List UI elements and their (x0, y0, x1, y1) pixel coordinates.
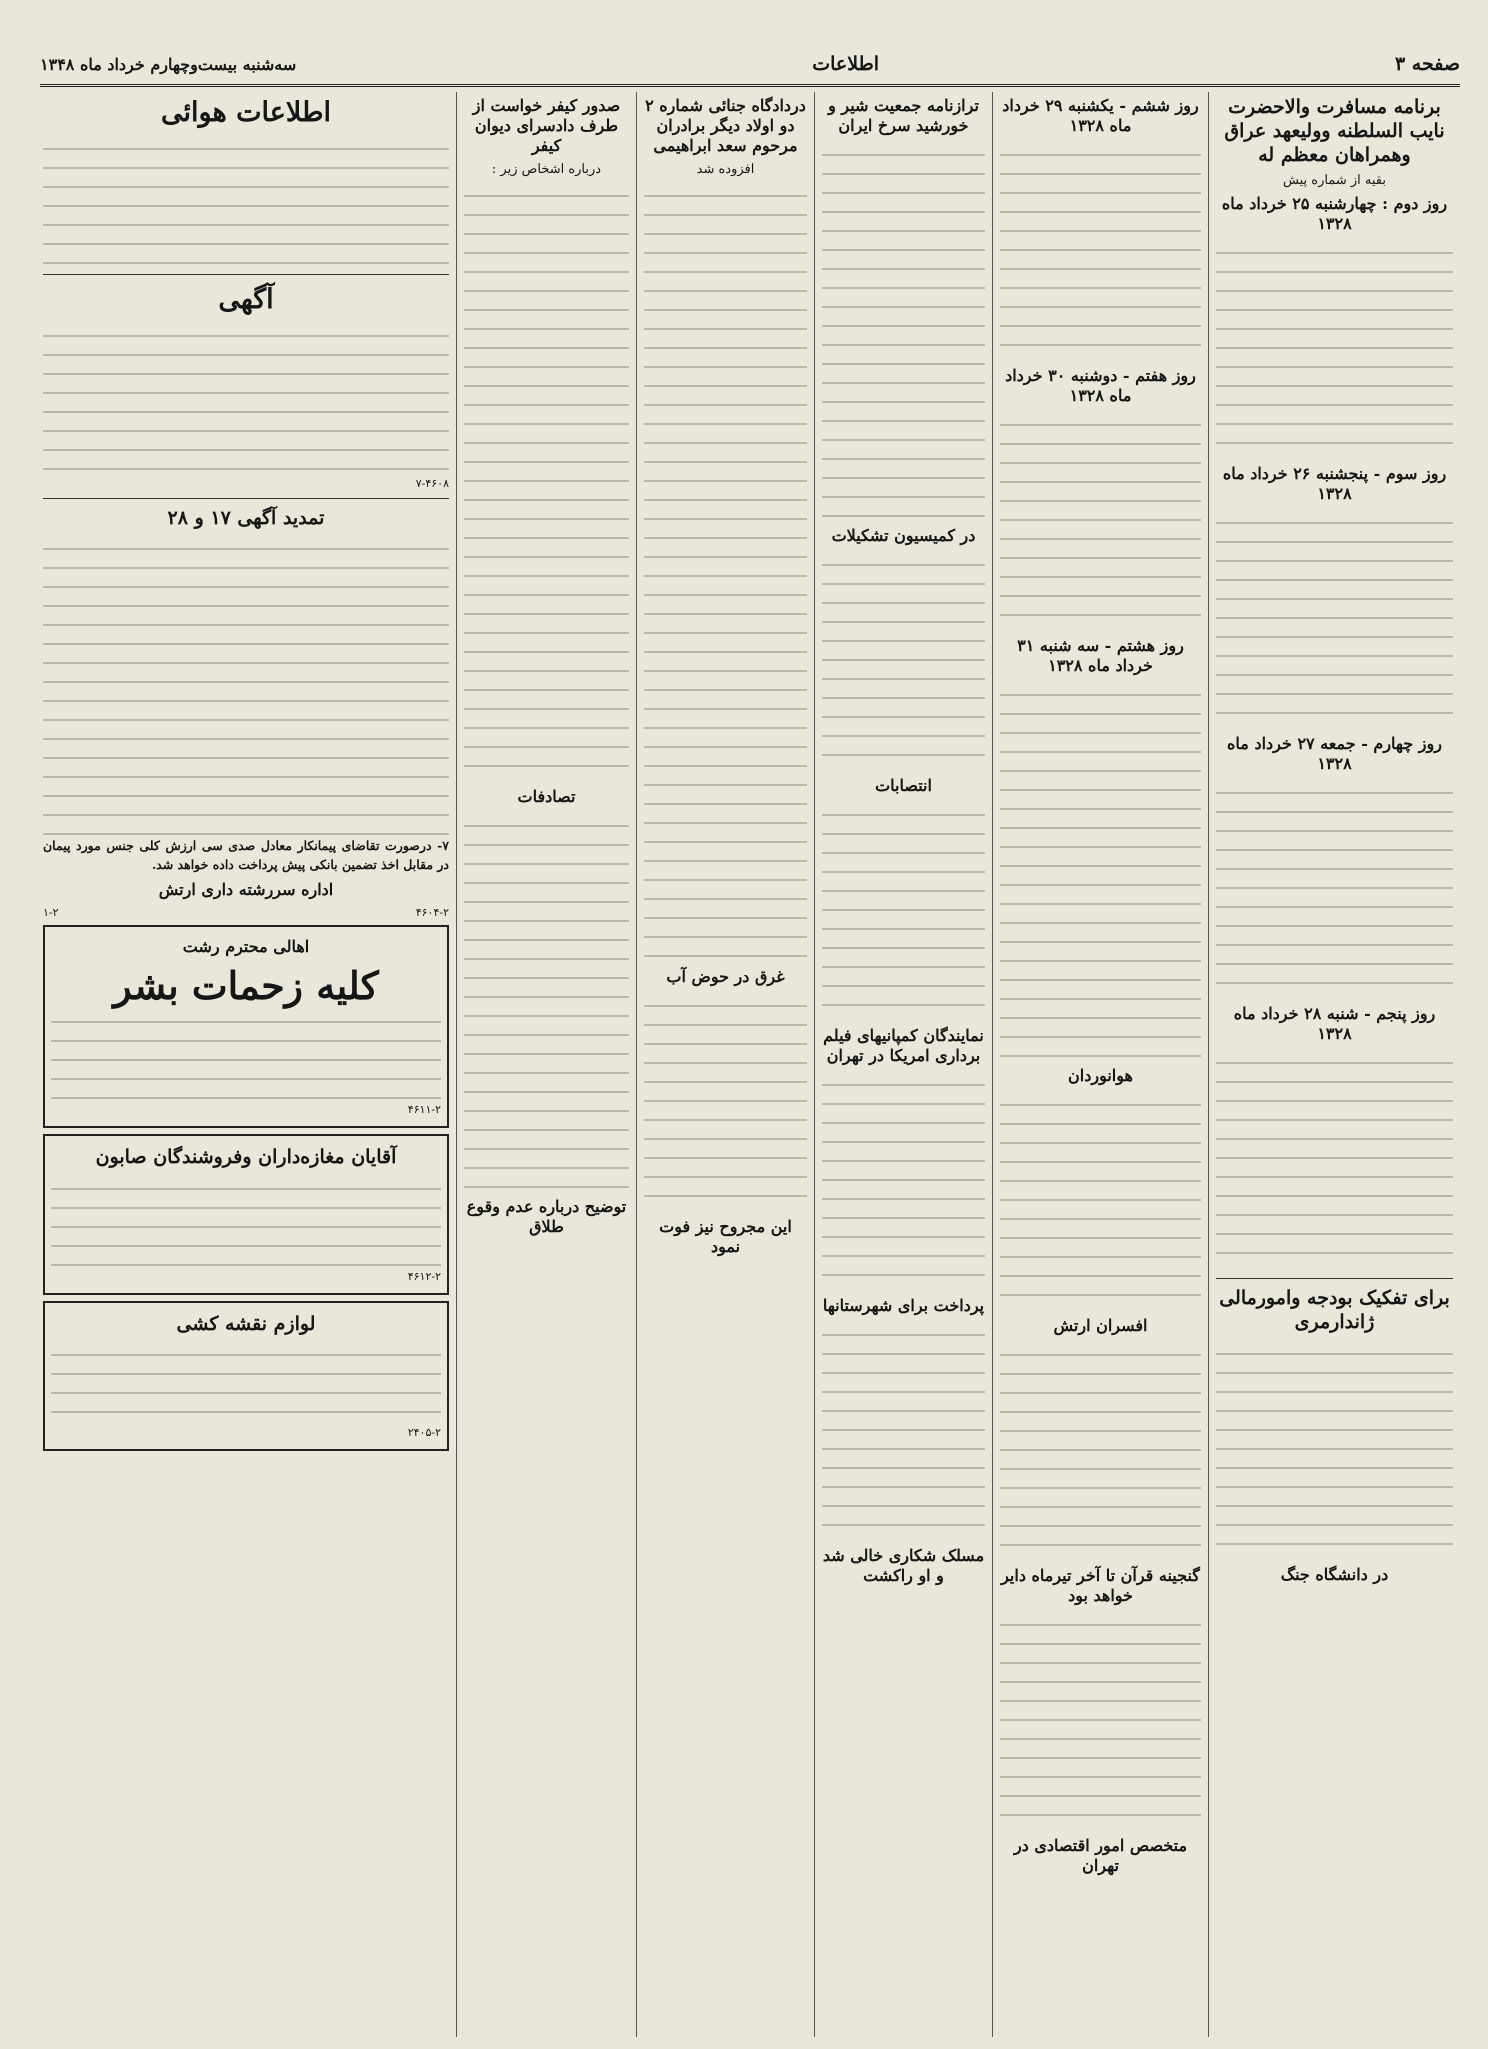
masthead (40, 44, 1460, 87)
column-4 (636, 92, 814, 2037)
red-lion-headline: ترازنامه جمعیت شیر و خورشید سرخ ایران (828, 96, 979, 135)
court-headline: دردادگاه جنائی شماره ۲ دو اولاد دیگر برادران مرحوم سعد ابراهیمی (645, 96, 806, 155)
divider (1216, 1278, 1453, 1279)
column-2 (992, 92, 1208, 2037)
article-text-block (1216, 1341, 1453, 1561)
article-text-block (43, 136, 449, 266)
drafting-tools-ad (43, 1301, 449, 1452)
article-text-block (1000, 142, 1201, 362)
travel-headline: برنامه مسافرت والاحضرت نایب السلطنه وولیعهد عراق وهمراهان معظم له (1224, 96, 1445, 166)
extension-code-row (43, 906, 449, 919)
article-text-block (51, 1176, 441, 1266)
column-3 (814, 92, 992, 2037)
army-officers-section: افسران ارتش (1053, 1316, 1148, 1335)
article-text-block (822, 802, 985, 1022)
article-text-block (1000, 1612, 1201, 1832)
divider (43, 274, 449, 275)
accidents-subhead: تصادفات (517, 787, 576, 806)
soap-ad (43, 1134, 449, 1295)
quran-treasury-title: گنجینه قرآن تا آخر تیرماه دایر خواهد بود (1001, 1566, 1200, 1605)
rasht-big-headline: کلیه زحمات بشر (113, 963, 379, 1009)
extension-footer: ۷- درصورت تقاضای پیمانکار معادل صدی سی ارزش کلی جنس مورد پیمان در مقابل اخذ تضمین بانکی پیش پرداخت داده خواهد شد. (43, 838, 449, 873)
rasht-code-row (51, 1103, 441, 1116)
page-number: صفحه ۳ (1394, 53, 1460, 75)
provinces-payment-subhead: پرداخت برای شهرستانها (822, 1296, 985, 1315)
day3-title: روز سوم - پنجشنبه ۲۶ خرداد ماه ۱۳۲۸ (1222, 464, 1447, 504)
article-text-block (464, 183, 629, 783)
article-text-block (1216, 240, 1453, 460)
day5-title: روز پنجم - شنبه ۲۸ خرداد ماه ۱۳۲۸ (1233, 1004, 1436, 1044)
article-text-block (1000, 1342, 1201, 1562)
column-6 (36, 92, 456, 2037)
aviators-section: هوانوردان (1068, 1066, 1133, 1085)
soap-code: ۴۶۱۲-۲ (407, 1269, 441, 1283)
indictment-headline: صدور کیفر خواست از طرف دادسرای دیوان کیفر (472, 96, 621, 155)
extension-code: ۴۶۰۴-۲ (415, 906, 449, 920)
rasht-heading: اهالی محترم رشت (182, 937, 310, 957)
article-text-block (822, 552, 985, 772)
notice-code-row (43, 477, 449, 490)
gendarmerie-box-title: برای تفکیک بودجه وامورمالی ژاندارمری (1219, 1287, 1450, 1333)
article-text-block (43, 323, 449, 473)
article-text-block (822, 142, 985, 522)
column-1 (1208, 92, 1460, 2037)
column-5 (456, 92, 636, 2037)
day4-title: روز چهارم - جمعه ۲۷ خرداد ماه ۱۳۲۸ (1227, 734, 1442, 774)
map-heading: لوازم نقشه کشی (176, 1312, 316, 1335)
article-text-block (1000, 1092, 1201, 1312)
commission-subhead: در کمیسیون تشکیلات (831, 526, 976, 545)
notice-title: آگهی (218, 283, 274, 315)
article-text-block (51, 1009, 441, 1099)
extension-number: ۱-۲ (43, 906, 59, 920)
article-text-block (464, 813, 629, 1193)
court-subheading: افزوده شد (696, 162, 755, 177)
war-university-title: در دانشگاه جنگ (1280, 1564, 1389, 1584)
article-text-block (51, 1342, 441, 1422)
soap-code-row (51, 1270, 441, 1283)
appointments-subhead: انتصابات (875, 776, 932, 795)
rasht-code: ۴۶۱۱-۲ (407, 1102, 441, 1116)
day2-title: روز دوم : چهارشنبه ۲۵ خرداد ماه ۱۳۲۸ (1221, 194, 1448, 234)
rasht-ad (43, 925, 449, 1128)
article-text-block (43, 536, 449, 836)
newspaper-title: اطلاعات (812, 53, 880, 75)
extension-org: اداره سررشته داری ارتش (158, 880, 334, 900)
drowning-subhead: غرق در حوض آب (666, 967, 785, 986)
day8-title: روز هشتم - سه شنبه ۳۱ خرداد ماه ۱۳۲۸ (1017, 636, 1184, 675)
weather-headline: اطلاعات هوائی (161, 97, 331, 128)
article-text-block (822, 1322, 985, 1542)
divorce-clarification-subhead: توضیح درباره عدم وقوع طلاق (466, 1197, 627, 1236)
divider (43, 498, 449, 499)
article-text-block (1216, 1050, 1453, 1270)
article-text-block (822, 1072, 985, 1292)
article-text-block (1216, 510, 1453, 730)
article-text-block (1000, 682, 1201, 1062)
issue-date: سه‌شنبه بیست‌وچهارم خرداد ماه ۱۳۴۸ (40, 54, 297, 74)
article-text-block (644, 993, 807, 1213)
day6-title: روز ششم - یکشنبه ۲۹ خرداد ماه ۱۳۲۸ (1002, 96, 1199, 135)
map-code: ۲۴۰۵-۲ (407, 1426, 441, 1440)
article-text-block (1000, 412, 1201, 632)
continued-note: بقیه از شماره پیش (1283, 173, 1386, 189)
article-text-block (1216, 780, 1453, 1000)
injured-died-subhead: این مجروح نیز فوت نمود (659, 1217, 792, 1256)
economic-expert-title: متخصص امور اقتصادی در تهران (1013, 1836, 1188, 1875)
soap-heading: آقایان مغازه‌داران وفروشندگان صابون (95, 1145, 397, 1168)
film-companies-subhead: نمایندگان کمپانیهای فیلم برداری امریکا در تهران (823, 1026, 984, 1065)
hunting-accident-subhead: مسلک شکاری خالی شد و او راکشت (822, 1546, 985, 1585)
extension-notice-title: تمدید آگهی ۱۷ و ۲۸ (167, 506, 325, 529)
notice-code: ۷-۴۶۰۸ (415, 476, 449, 490)
day7-title: روز هفتم - دوشنبه ۳۰ خرداد ماه ۱۳۲۸ (1005, 366, 1196, 405)
indictment-subhead: درباره اشخاص زیر : (491, 162, 602, 177)
map-code-row (51, 1426, 441, 1439)
article-text-block (644, 183, 807, 963)
